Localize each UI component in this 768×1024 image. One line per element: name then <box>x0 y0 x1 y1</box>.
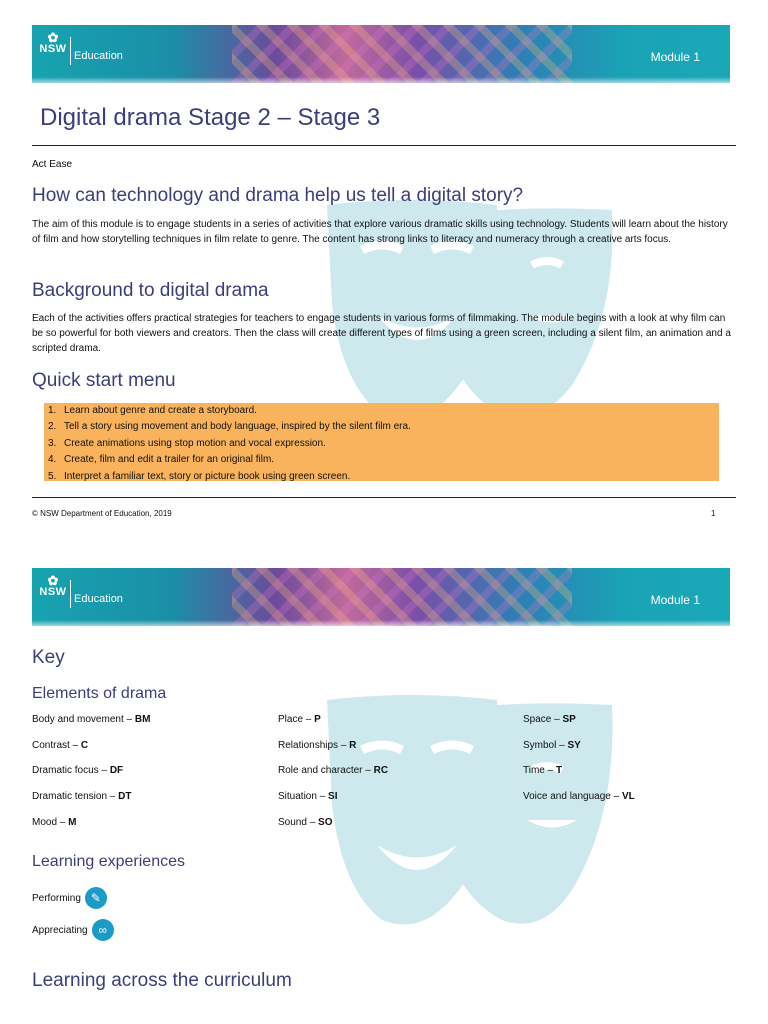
org-name: Education <box>74 593 123 605</box>
elements-column-2 <box>278 714 388 842</box>
subtitle: Act Ease <box>32 159 73 170</box>
experiences-heading: Learning experiences <box>32 853 185 870</box>
quick-start-item: 5. Interpret a familiar text, story or picture book using green screen. <box>48 470 351 482</box>
section-body-background: Each of the activities offers practical strategies for teachers to engage students in various forms of filmmaking. The module begins with a look at why film can be so powerful for both viewers and creators. Then the class will create different types of films using a green screen, including a silent film, an animation and a scripted drama. <box>32 313 731 354</box>
nsw-logo <box>38 574 68 608</box>
waratah-icon: ✿ <box>47 573 59 588</box>
nsw-logo <box>38 31 68 65</box>
quick-start-menu <box>44 403 719 481</box>
appreciating-icon: ∞ <box>92 919 114 941</box>
waratah-icon: ✿ <box>47 30 59 45</box>
element-item: Dramatic tension – DT <box>32 791 132 803</box>
experience-performing: Performing ✎ <box>32 887 107 909</box>
logo-divider <box>70 37 71 65</box>
quick-start-item: 3. Create animations using stop motion and vocal expression. <box>48 437 326 449</box>
logo-text: NSW <box>39 586 67 598</box>
element-item: Symbol – SY <box>523 739 581 751</box>
performing-icon: ✎ <box>85 887 107 909</box>
elements-heading: Elements of drama <box>32 685 167 702</box>
element-item: Contrast – C <box>32 739 89 751</box>
element-item: Body and movement – BM <box>32 714 151 725</box>
org-name: Education <box>74 50 123 62</box>
quick-start-item: 4. Create, film and edit a trailer for an original film. <box>48 454 275 466</box>
logo-divider <box>70 580 71 608</box>
section-heading-quick-start: Quick start menu <box>32 370 176 391</box>
quick-start-item: 1. Learn about genre and create a storyboard. <box>48 405 257 416</box>
module-label: Module 1 <box>650 593 700 607</box>
element-item: Dramatic focus – DF <box>32 765 124 777</box>
title-rule <box>32 145 736 146</box>
elements-column-3 <box>523 714 635 817</box>
element-item: Situation – SI <box>278 791 338 803</box>
quick-start-item: 2. Tell a story using movement and body language, inspired by the silent film era. <box>48 421 411 433</box>
page-title: Digital drama Stage 2 – Stage 3 <box>40 104 381 131</box>
copyright: © NSW Department of Education, 2019 <box>32 509 172 518</box>
header-banner <box>32 568 730 626</box>
curriculum-heading: Learning across the curriculum <box>32 970 292 991</box>
element-item: Place – P <box>278 714 321 725</box>
experience-appreciating: Appreciating ∞ <box>32 919 114 941</box>
element-item: Space – SP <box>523 714 576 725</box>
element-item: Sound – SO <box>278 816 333 828</box>
elements-column-1 <box>32 714 150 842</box>
page-number: 1 <box>711 509 716 518</box>
element-item: Time – T <box>523 765 563 777</box>
module-label: Module 1 <box>650 50 700 64</box>
element-item: Role and character – RC <box>278 765 389 777</box>
logo-text: NSW <box>39 43 67 55</box>
key-heading: Key <box>32 647 65 668</box>
section-heading-background: Background to digital drama <box>32 280 269 301</box>
section-heading-digital-story: How can technology and drama help us tell a digital story? <box>32 185 524 206</box>
footer-rule <box>32 497 736 498</box>
element-item: Relationships – R <box>278 739 357 751</box>
element-item: Mood – M <box>32 816 77 828</box>
header-banner <box>32 25 730 83</box>
section-body-digital-story: The aim of this module is to engage students in a series of activities that explore various dramatic skills using technology. Students will learn about the history of film and how storytelling techniques in film relate to genre. The content has strong links to literacy and numeracy through a creative arts focus. <box>32 219 728 245</box>
element-item: Voice and language – VL <box>523 791 635 803</box>
